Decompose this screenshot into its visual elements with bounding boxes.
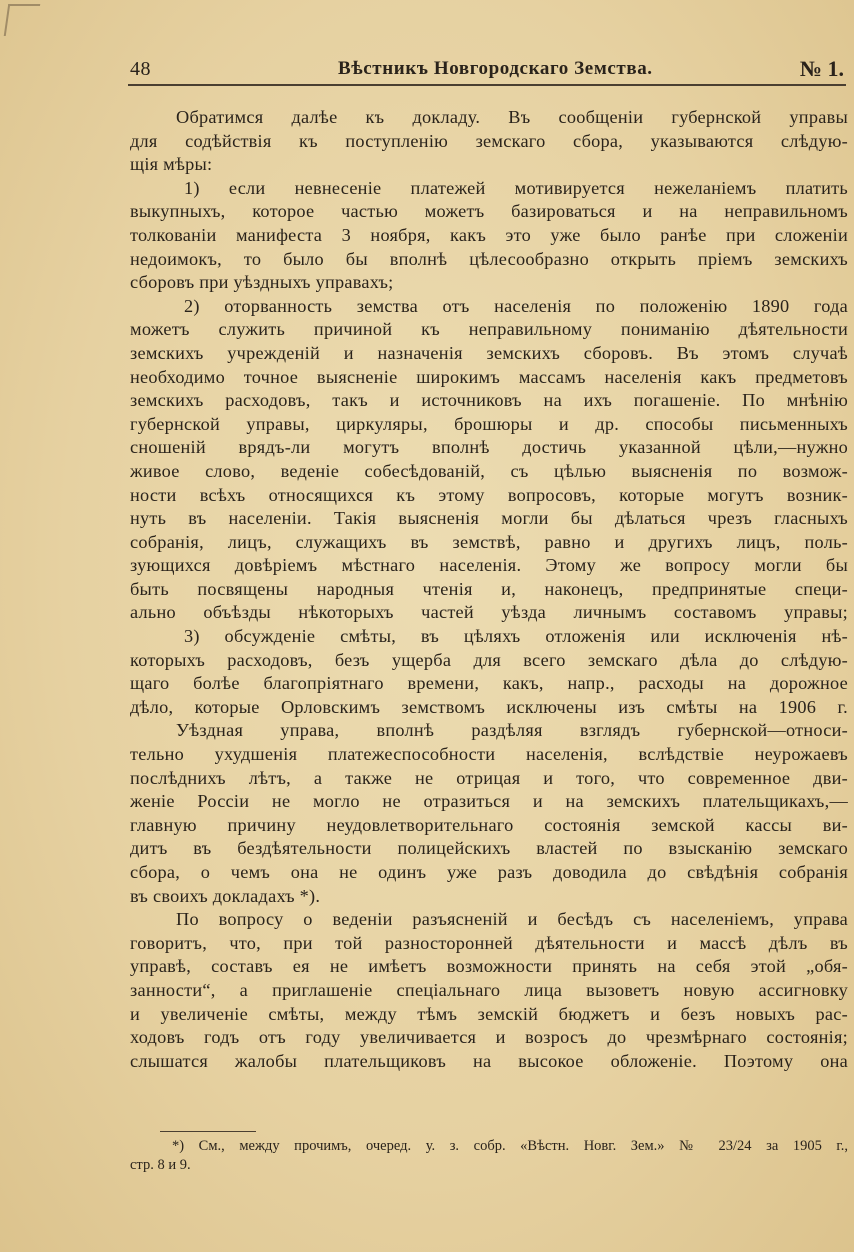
text-line: слышатся жалобы плательщиковъ на высокое обложеніе. Поэтому она [130, 1050, 848, 1071]
text-line: занности“, а приглашеніе спеціальнаго лица вызоветъ новую ассигновку [130, 979, 848, 1000]
header-rule [128, 84, 846, 86]
text-line: управѣ, составъ ея не имѣетъ возможности принять на себя этой „обя- [130, 956, 848, 977]
issue-number: № 1. [799, 56, 844, 81]
text-line: ходовъ годъ отъ году увеличивается и возросъ до чрезмѣрнаго состоянія; [130, 1027, 848, 1048]
text-line: говоритъ, что, при той разносторонней дѣятельности и массѣ дѣлъ въ [130, 932, 848, 953]
text-line: выкупныхъ, которое частью можетъ базироваться и на неправильномъ [130, 201, 848, 222]
body-text [130, 106, 848, 1073]
text-line: можетъ служить причиной къ неправильному пониманію дѣятельности [130, 319, 848, 340]
text-line: Уѣздная управа, вполнѣ раздѣляя взглядъ губернской—относи- [176, 720, 848, 741]
text-line: Обратимся далѣе къ докладу. Въ сообщеніи губернской управы [176, 107, 848, 127]
text-line: недоимокъ, то было бы вполнѣ цѣлесообразно открыть пріемъ земскихъ [130, 248, 848, 269]
text-line: живое слово, веденіе собесѣдованій, съ цѣлью выясненія по возмож- [130, 460, 848, 481]
text-line: ально объѣзды нѣкоторыхъ частей уѣзда личнымъ составомъ управы; [130, 602, 848, 623]
text-line: дитъ въ бездѣятельности полицейскихъ властей по взысканію земскаго [130, 838, 848, 859]
page-number: 48 [130, 58, 151, 80]
text-line: и увеличеніе смѣты, между тѣмъ земскій бюджетъ и безъ новыхъ рас- [130, 1003, 848, 1024]
text-line: По вопросу о веденіи разъясненій и бесѣдъ съ населеніемъ, управа [176, 909, 848, 930]
text-line: для содѣйствія къ поступленію земскаго сбора, указываются слѣдую- [130, 130, 848, 151]
text-line: главную причину неудовлетворительнаго состоянія земской кассы ви- [130, 814, 848, 835]
text-line: женіе Россіи не могло не отразиться и на земскихъ плательщикахъ,— [130, 791, 848, 812]
text-line: 1) если невнесеніе платежей мотивируется нежеланіемъ платить [184, 177, 848, 198]
text-line: земскихъ расходовъ, такъ и источниковъ на ихъ погашеніе. По мнѣнію [130, 390, 848, 411]
footnote-line: *) См., между прочимъ, очеред. у. з. собр. «Вѣстн. Новг. Зем.» № 23/24 за 1905 г., [172, 1138, 848, 1154]
text-line: щаго болѣе благопріятнаго времени, какъ, напр., расходы на дорожное [130, 673, 848, 694]
text-line: дѣло, которые Орловскимъ земствомъ исключены изъ смѣты на 1906 г. [130, 696, 848, 717]
text-line: губернской управы, циркуляры, брошюры и др. способы письменныхъ [130, 413, 848, 434]
text-line: необходимо точное выясненіе широкимъ массамъ населенія какъ предметовъ [130, 366, 848, 387]
footnote [130, 1137, 848, 1175]
text-line: 2) оторванность земства отъ населенія по положенію 1890 года [184, 295, 848, 316]
text-line: послѣднихъ лѣтъ, а также не отрицая и того, что современное дви- [130, 767, 848, 788]
text-line: быть посвящены народныя чтенія и, наконецъ, предпринятые специ- [130, 578, 848, 599]
footnote-line: стр. 8 и 9. [130, 1157, 191, 1173]
text-line: щія мѣры: [130, 154, 213, 175]
text-line: 3) обсужденіе смѣты, въ цѣляхъ отложенія или исключенія нѣ- [184, 626, 848, 647]
running-header [128, 54, 848, 84]
text-line: сборовъ при уѣздныхъ управахъ; [130, 272, 394, 293]
journal-title: Вѣстникъ Новгородскаго Земства. [338, 58, 653, 79]
text-line: тельно ухудшенія платежеспособности населенія, вслѣдствіе неурожаевъ [130, 744, 848, 765]
text-line: нуть въ населеніи. Такія выясненія могли бы дѣлаться чрезъ гласныхъ [130, 508, 848, 529]
text-line: въ своихъ докладахъ *). [130, 885, 321, 906]
text-line: собранія, лицъ, служащихъ въ земствѣ, равно и другихъ лицъ, поль- [130, 531, 848, 552]
footnote-rule [160, 1131, 256, 1132]
text-line: земскихъ учрежденій и назначенія земскихъ сборовъ. Въ этомъ случаѣ [130, 342, 848, 363]
text-line: которыхъ расходовъ, безъ ущерба для всего земскаго дѣла до слѣдую- [130, 649, 848, 670]
text-line: сношеній врядъ-ли могутъ вполнѣ достичь указанной цѣли,—нужно [130, 437, 848, 458]
text-line: ности всѣхъ относящихся къ этому вопросовъ, которые могутъ возник- [130, 484, 848, 505]
text-line: сбора, о чемъ она не одинъ уже разъ доводила до свѣдѣнія собранія [130, 862, 848, 882]
text-line: зующихся довѣріемъ мѣстнаго населенія. Этому же вопросу могли бы [130, 555, 848, 576]
text-line: толкованіи манифеста 3 ноября, какъ это уже было ранѣе при сложеніи [130, 224, 848, 245]
page-corner-mark [4, 4, 40, 36]
